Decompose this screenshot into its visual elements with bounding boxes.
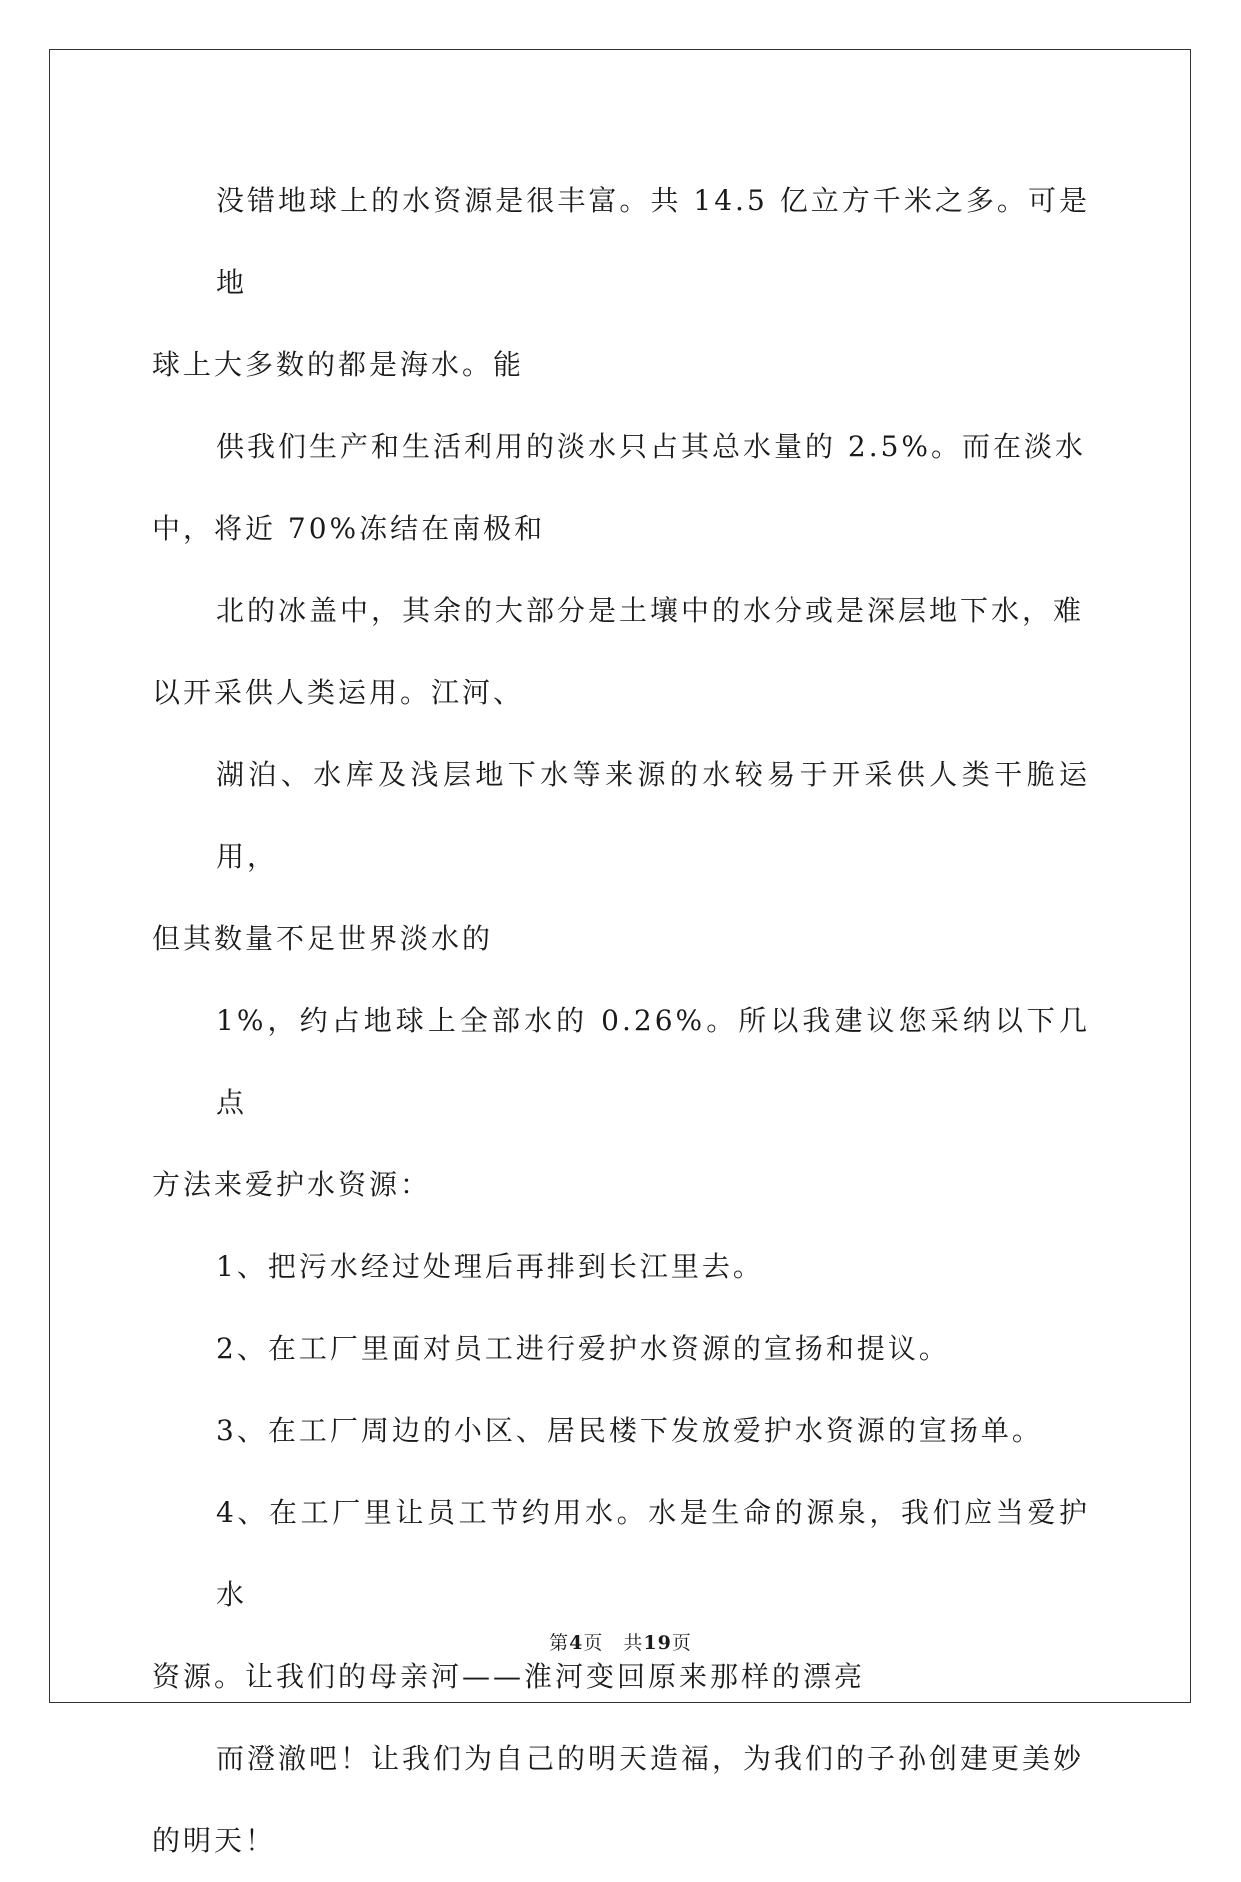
paragraph-line: 方法来爱护水资源： <box>152 1168 432 1201</box>
paragraph <box>152 734 1090 980</box>
paragraph-line: 1、把污水经过处理后再排到长江里去。 <box>216 1250 764 1283</box>
paragraph-line: 以开采供人类运用。江河、 <box>152 676 525 709</box>
paragraph <box>152 1718 1090 1882</box>
paragraph-line: 湖泊、水库及浅层地下水等来源的水较易于开采供人类干脆运用， <box>216 758 1090 873</box>
list-item <box>152 1308 1090 1390</box>
page-footer <box>0 1628 1241 1655</box>
paragraph-line: 但其数量不足世界淡水的 <box>152 922 494 955</box>
paragraph <box>152 406 1090 570</box>
paragraph-line: 4、在工厂里让员工节约用水。水是生命的源泉，我们应当爱护水 <box>216 1496 1090 1611</box>
document-body <box>152 160 1090 1882</box>
list-item <box>152 1226 1090 1308</box>
paragraph-line: 资源。让我们的母亲河——淮河变回原来那样的漂亮 <box>152 1660 866 1693</box>
footer-page-suffix: 页 <box>583 1632 604 1654</box>
paragraph-line: 没错地球上的水资源是很丰富。共 14.5 亿立方千米之多。可是地 <box>216 184 1090 299</box>
paragraph-line: 而澄澈吧！让我们为自己的明天造福，为我们的子孙创建更美妙 <box>216 1742 1085 1775</box>
paragraph-line: 中，将近 70%冻结在南极和 <box>152 512 546 545</box>
paragraph-line: 球上大多数的都是海水。能 <box>152 348 525 381</box>
paragraph-line: 1%，约占地球上全部水的 0.26%。所以我建议您采纳以下几点 <box>216 1004 1090 1119</box>
paragraph <box>152 980 1090 1226</box>
paragraph-line: 3、在工厂周边的小区、居民楼下发放爱护水资源的宣扬单。 <box>216 1414 1043 1447</box>
paragraph-line: 供我们生产和生活利用的淡水只占其总水量的 2.5%。而在淡水 <box>216 430 1087 463</box>
footer-total-prefix: 共 <box>623 1632 644 1654</box>
total-pages: 19 <box>643 1632 672 1654</box>
paragraph-line: 2、在工厂里面对员工进行爱护水资源的宣扬和提议。 <box>216 1332 950 1365</box>
list-item <box>152 1472 1090 1718</box>
footer-prefix: 第 <box>549 1632 570 1654</box>
paragraph <box>152 570 1090 734</box>
paragraph-line: 北的冰盖中，其余的大部分是土壤中的水分或是深层地下水，难 <box>216 594 1085 627</box>
paragraph <box>152 160 1090 406</box>
page-number: 4 <box>569 1632 584 1654</box>
paragraph-line: 的明天！ <box>152 1824 277 1857</box>
list-item <box>152 1390 1090 1472</box>
footer-total-suffix: 页 <box>671 1632 692 1654</box>
